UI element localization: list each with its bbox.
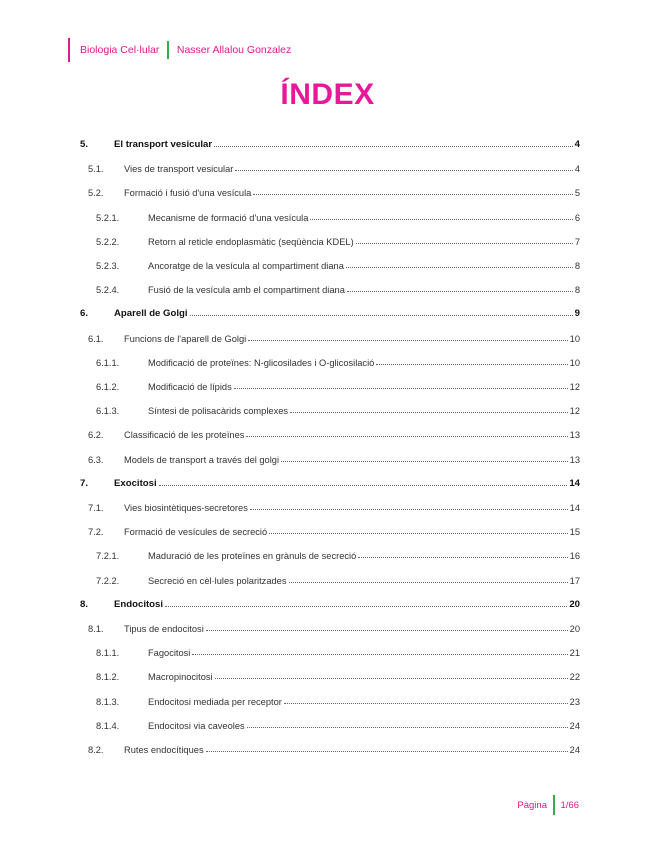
header-course: Biologia Cel·lular	[80, 44, 160, 56]
toc-entry-number: 6.2.	[88, 430, 104, 441]
toc-entry[interactable]	[80, 572, 580, 586]
toc-entry-page: 4	[574, 139, 580, 150]
toc-entry-number: 6.1.3.	[96, 406, 120, 417]
toc-entry-page: 13	[569, 454, 580, 465]
toc-entry-title: El transport vesicular	[114, 139, 213, 150]
toc-entry[interactable]	[80, 741, 580, 755]
toc-entry-number: 8.1.2.	[96, 672, 120, 683]
toc-entry-number: 6.	[80, 308, 89, 320]
toc-entry[interactable]	[80, 402, 580, 416]
toc-entry[interactable]	[80, 184, 580, 198]
toc-dot-leader	[206, 751, 568, 752]
toc-entry-title: Aparell de Golgi	[114, 308, 188, 320]
toc-entry-number: 5.2.	[88, 188, 104, 199]
toc-dot-leader	[358, 557, 567, 558]
toc-dot-leader	[269, 533, 568, 534]
toc-entry[interactable]	[80, 596, 580, 610]
toc-entry[interactable]	[80, 644, 580, 658]
toc-dot-leader	[376, 364, 567, 365]
toc-entry[interactable]	[80, 668, 580, 682]
toc-entry-number: 8.1.	[88, 624, 104, 634]
toc-entry[interactable]	[80, 499, 580, 513]
toc-entry[interactable]	[80, 547, 580, 561]
toc-entry-page: 20	[569, 598, 580, 610]
toc-entry-number: 8.1.1.	[96, 648, 120, 659]
toc-entry-page: 8	[574, 261, 580, 271]
toc-entry-page: 7	[574, 236, 580, 247]
toc-entry-number: 8.	[80, 598, 89, 610]
toc-dot-leader	[290, 412, 568, 413]
toc-dot-leader	[347, 291, 573, 292]
toc-entry-page: 15	[569, 527, 580, 538]
header-accent-bar	[68, 38, 70, 62]
toc-entry-title: Exocitosi	[114, 477, 157, 489]
toc-entry-title: Models de transport a través del golgi	[124, 454, 280, 465]
toc-entry-title: Endocitosi	[114, 598, 164, 610]
toc-entry[interactable]	[80, 257, 580, 271]
toc-entry-number: 6.1.1.	[96, 357, 120, 368]
toc-entry-number: 6.1.	[88, 333, 104, 344]
toc-entry-title: Vies de transport vesicular	[124, 164, 234, 175]
toc-entry-number: 5.2.1.	[96, 212, 120, 223]
toc-entry-page: 24	[569, 720, 580, 731]
toc-dot-leader	[346, 267, 573, 268]
toc-entry-number: 7.1.	[88, 503, 104, 513]
toc-entry-title: Rutes endocítiques	[124, 745, 204, 755]
toc-dot-leader	[289, 582, 568, 583]
toc-entry-title: Tipus de endocitosi	[124, 624, 204, 634]
toc-dot-leader	[253, 194, 572, 195]
toc-entry[interactable]	[80, 160, 580, 174]
toc-entry-title: Secreció en cèl·lules polaritzades	[148, 575, 287, 586]
toc-dot-leader	[310, 219, 572, 220]
toc-entry-title: Ancoratge de la vesícula al compartiment diana	[148, 261, 344, 271]
toc-entry-page: 10	[569, 333, 580, 344]
toc-entry-title: Formació de vesícules de secreció	[124, 527, 268, 538]
header-author: Nasser Allalou Gonzalez	[176, 44, 292, 56]
toc-dot-leader	[234, 388, 568, 389]
toc-entry[interactable]	[80, 475, 580, 489]
toc-entry-number: 8.1.4.	[96, 720, 120, 731]
toc-entry-number: 5.1.	[88, 164, 104, 175]
toc-entry-page: 9	[574, 308, 580, 320]
toc-entry-page: 14	[569, 503, 580, 513]
toc-entry-title: Síntesi de polisacàrids complexes	[148, 406, 289, 417]
toc-entry-page: 22	[569, 672, 580, 683]
toc-entry-page: 6	[574, 212, 580, 223]
toc-entry[interactable]	[80, 620, 580, 634]
toc-dot-leader	[248, 340, 567, 341]
toc-entry-number: 8.1.3.	[96, 696, 120, 707]
toc-dot-leader	[159, 485, 568, 486]
toc-dot-leader	[250, 509, 568, 510]
toc-entry-title: Formació i fusió d'una vesícula	[124, 188, 252, 199]
toc-entry[interactable]	[80, 281, 580, 295]
toc-entry[interactable]	[80, 233, 580, 247]
toc-entry[interactable]	[80, 426, 580, 440]
toc-entry-title: Modificació de proteïnes: N-glicosilades i O-glicosilació	[148, 357, 375, 368]
toc-entry-number: 5.2.3.	[96, 261, 120, 271]
toc-entry-number: 5.2.4.	[96, 285, 120, 296]
page-title: ÍNDEX	[280, 78, 375, 111]
footer-page-label: Pàgina	[517, 799, 547, 811]
toc-dot-leader	[206, 630, 568, 631]
toc-entry-number: 5.	[80, 139, 89, 150]
toc-entry-page: 8	[574, 285, 580, 296]
toc-entry[interactable]	[80, 305, 580, 319]
toc-dot-leader	[165, 606, 567, 607]
toc-entry-title: Funcions de l'aparell de Golgi	[124, 333, 247, 344]
toc-entry-page: 21	[569, 648, 580, 659]
toc-entry-title: Maduració de les proteïnes en grànuls de secreció	[148, 551, 357, 562]
toc-entry-number: 8.2.	[88, 745, 104, 755]
toc-entry-page: 4	[574, 164, 580, 175]
toc-entry-page: 16	[569, 551, 580, 562]
toc-entry-title: Retorn al reticle endoplasmàtic (seqüència KDEL)	[148, 236, 354, 247]
toc-entry-title: Endocitosi mediada per receptor	[148, 696, 282, 707]
toc-entry-title: Endocitosi via caveoles	[148, 720, 245, 731]
toc-entry-page: 20	[569, 624, 580, 634]
toc-entry-title: Fagocitosi	[148, 648, 191, 659]
toc-entry-page: 12	[569, 406, 580, 417]
toc-dot-leader	[246, 436, 567, 437]
toc-entry-page: 5	[574, 188, 580, 199]
toc-entry-number: 7.	[80, 477, 89, 489]
toc-entry-title: Vies biosintètiques-secretores	[124, 503, 248, 513]
header-divider	[167, 41, 169, 59]
toc-entry[interactable]	[80, 451, 580, 465]
toc-entry-number: 6.3.	[88, 454, 104, 465]
toc-entry-title: Macropinocitosi	[148, 672, 213, 683]
toc-entry[interactable]	[80, 330, 580, 344]
toc-entry-page: 12	[569, 382, 580, 392]
footer-divider	[553, 795, 555, 815]
page-footer	[517, 795, 579, 815]
toc-entry-number: 7.2.	[88, 527, 104, 538]
toc-entry[interactable]	[80, 354, 580, 368]
toc-entry-page: 10	[569, 357, 580, 368]
toc-entry-page: 13	[569, 430, 580, 441]
toc-entry-title: Modificació de lípids	[148, 382, 232, 392]
toc-entry[interactable]	[80, 693, 580, 707]
toc-dot-leader	[215, 678, 568, 679]
footer-page-number: 1/66	[560, 799, 579, 811]
toc-dot-leader	[235, 170, 572, 171]
toc-entry[interactable]	[80, 717, 580, 731]
toc-entry[interactable]	[80, 136, 580, 150]
toc-entry[interactable]	[80, 209, 580, 223]
toc-entry-number: 6.1.2.	[96, 382, 120, 392]
toc-dot-leader	[284, 703, 568, 704]
toc-dot-leader	[214, 146, 573, 147]
toc-entry-page: 17	[569, 575, 580, 586]
page-header	[68, 38, 291, 62]
toc-entry-page: 24	[569, 745, 580, 755]
toc-dot-leader	[192, 654, 567, 655]
toc-entry-number: 7.2.2.	[96, 575, 120, 586]
toc-entry-title: Mecanisme de formació d'una vesícula	[148, 212, 309, 223]
toc-entry-page: 23	[569, 696, 580, 707]
toc-entry-number: 5.2.2.	[96, 236, 120, 247]
toc-dot-leader	[356, 243, 573, 244]
toc-dot-leader	[190, 315, 573, 316]
toc-entry-title: Classificació de les proteïnes	[124, 430, 245, 441]
toc-entry-number: 7.2.1.	[96, 551, 120, 562]
toc-entry-page: 14	[569, 477, 580, 489]
toc-entry[interactable]	[80, 523, 580, 537]
toc-entry[interactable]	[80, 378, 580, 392]
toc-dot-leader	[281, 461, 568, 462]
toc-entry-title: Fusió de la vesícula amb el compartiment diana	[148, 285, 345, 296]
toc-dot-leader	[247, 727, 568, 728]
